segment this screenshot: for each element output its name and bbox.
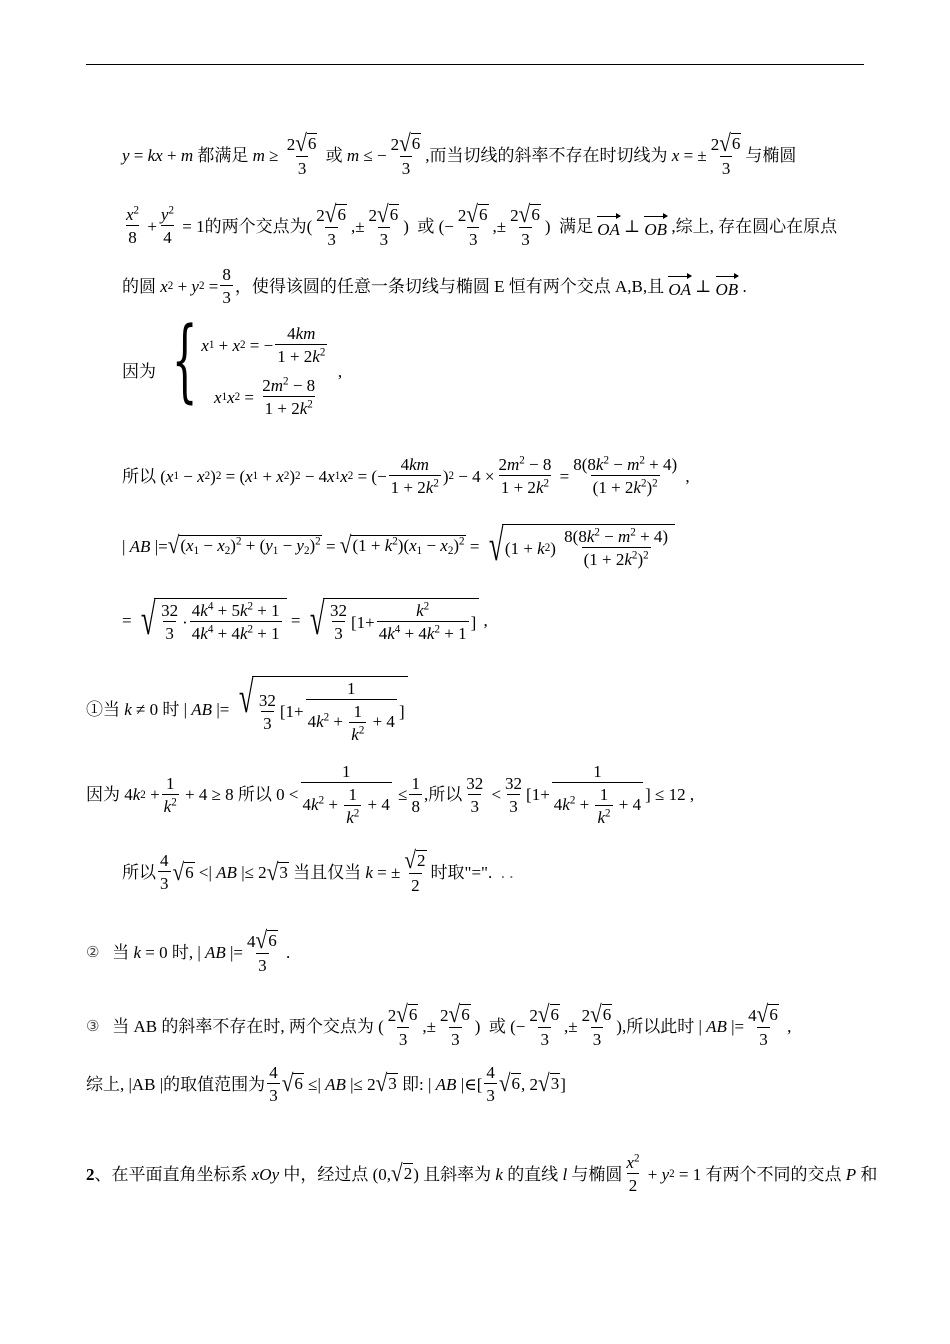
math-line-4-system: 因为 { x 1 + x 2 = − $\frac{4km}{1 + 2k^2}$ x 1 x 2 = $\frac{2m^2 - 8}{1 + 2k^2}$ ,	[122, 308, 343, 418]
case-2-line: ② 当 k = 0 时, | AB |= 4 √ 6 3 .	[86, 926, 291, 976]
math-line-9: 所以 $\frac{4}{3}$ √ 6 <| AB |≤ 2 √ 3 当且仅当 k = ± √ 2 2 时取"=". . .	[122, 846, 514, 896]
header-rule	[86, 64, 864, 65]
math-line-3: 的圆 x 2 + y 2 = $\frac{8}{3}$ ，使得该圆的任意一条切线与椭圆 E 恒有两个交点 A,B,且 OA ⊥ OB .	[122, 265, 747, 307]
case-3-line: ③ 当 AB 的斜率不存在时, 两个交点为 ( 2 √ 6 3 ,± 2 √ 6 3 ) 或 (− 2 √ 6 3 ,± 2 √ 6 3 ) ,所以此时 | AB |= 4 √ 6 3 ,	[86, 1000, 792, 1050]
math-line-6: | AB |= √ $(x_1 - x_2)^2 + (y_1 - y_2)^2$ = √ $(1 + k^2)(x_1 - x_2)^2$ = √ (1 + k 2 ) $\frac{8(8k^2 - m^2 + 4)}{(1 + 2k^2)^2}$	[122, 524, 675, 568]
math-line-2: $\frac{x^2}{8}$ + $\frac{y^2}{4}$ = 1 的两个交点为 ( 2 √ 6 3 ,± 2 √ 6 3 ) 或 (− 2 √ 6 3 ,± 2 √ 6 3 ) 满足 OA ⊥ OB ,综上, 存在圆心在原点	[126, 200, 838, 250]
math-line-1: y = kx + m 都满足 m ≥ 2 √ 6 3 或 m ≤ − 2 √ 6 3 ,而当切线的斜率不存在时切线为 x = ± 2 √ 6 3 与椭圆	[122, 129, 797, 179]
summary-line: 综上, |AB |的取值范围为 $\frac{4}{3}$ √ 6 ≤| AB |≤ 2 √ 3 即: | AB |∈[ $\frac{4}{3}$ √ 6 , 2 √ 3 ]	[86, 1063, 566, 1105]
math-line-7: = √ $\frac{32}{3}$ · $\frac{4k^4 + 5k^2 + 1}{4k^4 + 4k^2 + 1}$ = √ $\frac{32}{3}$ [1+ $\frac{k^2}{4k^4 + 4k^2 + 1}$ ] ,	[122, 595, 488, 644]
case-1-line: ①当 k ≠ 0 时 | AB |= √ $\frac{32}{3}$ [1+ 1 $4k^2$ + $\frac{1}{k^2}$ + 4 ]	[86, 676, 408, 743]
math-line-8: 因为 4 k 2 + $\frac{1}{k^2}$ + 4 ≥ 8 所以 0 < 1 $4k^2$ + $\frac{1}{k^2}$ + 4 ≤ $\frac{1}{8}$ ,所以 $\frac{32}{3}$ < $\frac{32}{3}$ [1+ 1 $4k^2$ + $\frac{1}{k^2}$ + 4 ] ≤ 12 ,	[86, 762, 695, 827]
question-2-line: 2 、在平面直角坐标系 xOy 中，经过点 (0, √ 2 ) 且斜率为 k 的直线 l 与椭圆 $\frac{x^2}{2}$ + y 2 = 1 有两个不同的交点 P 和	[86, 1152, 878, 1195]
math-line-5: 所以 ( x 1 − x 2 ) 2 = ( x 1 + x 2 ) 2 − 4 x 1 x 2 = (− $\frac{4km}{1 + 2k^2}$ ) 2 − 4 × $\frac{2m^2 - 8}{1 + 2k^2}$ = $\frac{8(8k^2 - m^2 + 4)}{(1 + 2k^2)^2}$ ,	[122, 454, 690, 497]
